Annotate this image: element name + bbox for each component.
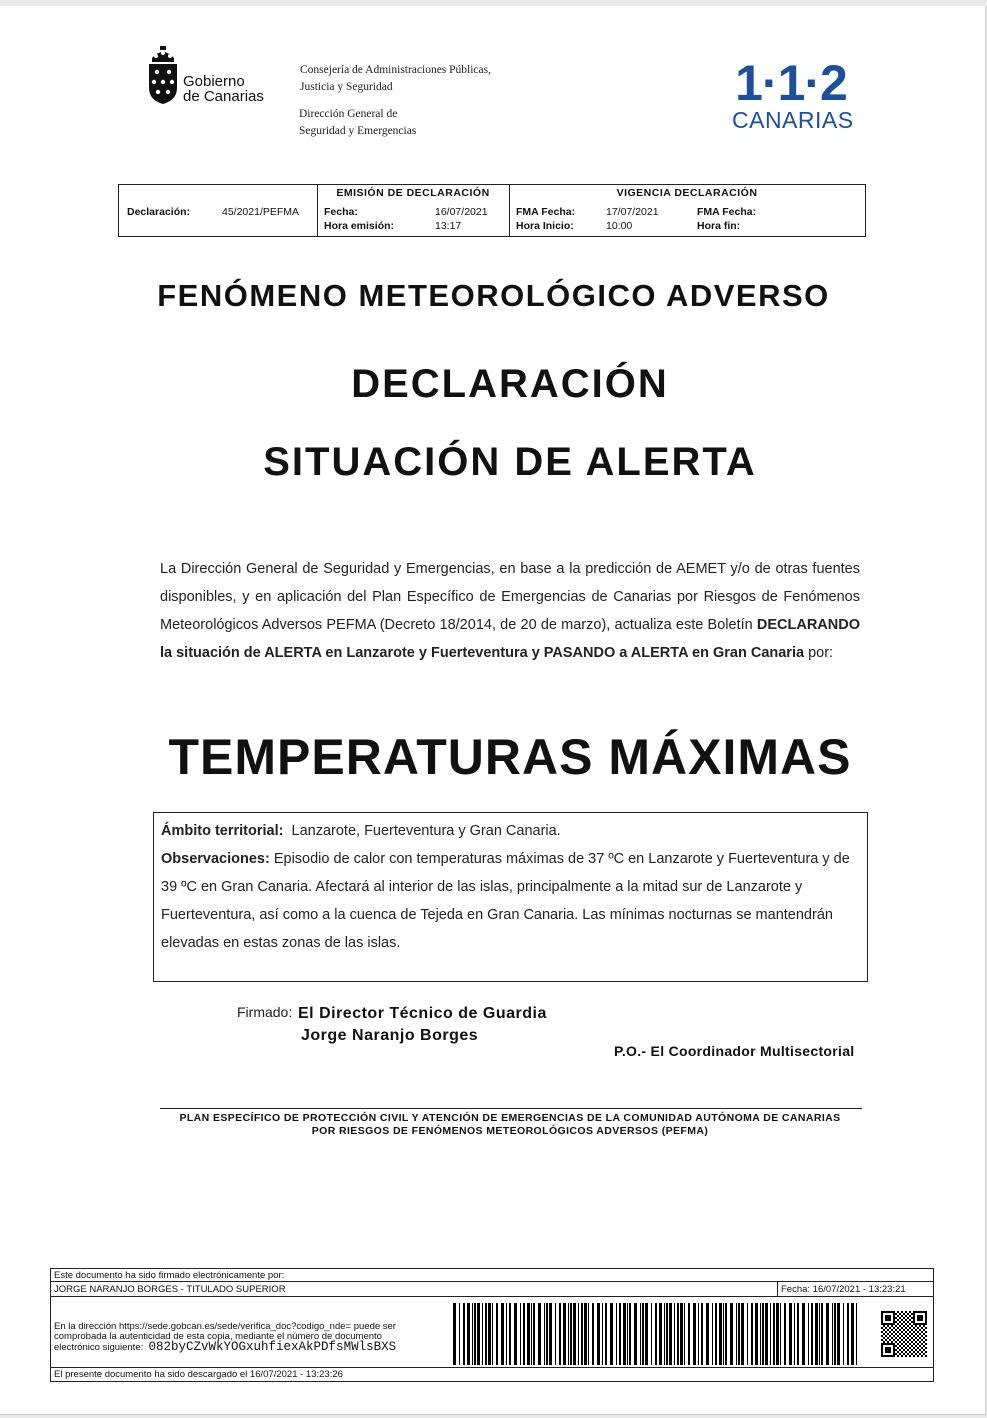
gobierno-logo-text: Gobierno de Canarias <box>183 73 264 105</box>
barcode-icon <box>453 1303 859 1365</box>
logo-112-canarias: 1·1·2 CANARIAS <box>732 55 854 133</box>
fma-fecha-value: 17/07/2021 <box>606 206 659 218</box>
fma-fecha-fin-label: FMA Fecha: <box>697 206 757 218</box>
plan-divider <box>160 1108 862 1109</box>
title-fenomeno: FENÓMENO METEOROLÓGICO ADVERSO <box>157 278 830 313</box>
fecha-label: Fecha: <box>324 206 358 218</box>
emision-cell <box>317 185 510 236</box>
vigencia-cell <box>509 185 865 236</box>
observaciones-value: Episodio de calor con temperaturas máximas de 37 ºC en Lanzarote y Fuerteventura y de 39 ºC en Gran Canaria. Afectará al interior de las islas, principalmente a la mitad sur de Lanzarote y Fuerteventura, así como a la cuenca de Tejeda en Gran Canaria. Las mínimas nocturnas se mantendrán elevadas en estas zonas de las islas. <box>161 851 850 951</box>
hora-inicio-label: Hora Inicio: <box>516 220 574 232</box>
signer-role: El Director Técnico de Guardia <box>298 1005 547 1022</box>
declaration-number-cell <box>119 185 318 236</box>
declaracion-value: 45/2021/PEFMA <box>222 206 300 218</box>
hora-fin-label: Hora fin: <box>697 220 741 232</box>
observaciones-label: Observaciones: <box>161 851 270 867</box>
signed-by-label: Este documento ha sido firmado electrónicamente por: <box>54 1270 285 1281</box>
hora-emision-value: 13:17 <box>435 220 462 232</box>
declaracion-label: Declaración: <box>127 206 191 218</box>
intro-tail: por: <box>804 645 834 661</box>
po-coordinador: P.O.- El Coordinador Multisectorial <box>614 1043 855 1059</box>
hora-emision-label: Hora emisión: <box>324 220 395 232</box>
direccion-general-text: Dirección General de Seguridad y Emergencias <box>299 108 417 137</box>
document-code: 082byCZvWkYOGxuhfiexAkPDfsMWlsBXS <box>148 1340 397 1354</box>
document-page <box>0 6 986 1415</box>
signer-line: JORGE NARANJO BORGES - TITULADO SUPERIOR <box>54 1284 286 1295</box>
ambito-row <box>161 817 857 845</box>
details-box <box>153 812 868 982</box>
title-declaracion: DECLARACIÓN <box>351 362 669 406</box>
ambito-value: Lanzarote, Fuerteventura y Gran Canaria. <box>291 823 561 839</box>
downloaded-line: El presente documento ha sido descargado el 16/07/2021 - 13:23:26 <box>54 1369 343 1380</box>
signer-name: Jorge Naranjo Borges <box>301 1027 479 1044</box>
qr-code-icon <box>881 1311 927 1357</box>
fma-fecha-label: FMA Fecha: <box>516 206 576 218</box>
fecha-value: 16/07/2021 <box>435 206 488 218</box>
phenomenon-title: TEMPERATURAS MÁXIMAS <box>168 729 852 785</box>
plan-text: PLAN ESPECÍFICO DE PROTECCIÓN CIVIL Y ATENCIÓN DE EMERGENCIAS DE LA COMUNIDAD AUTÓNOMA DE CANARIAS POR RIESGOS DE FENÓMENOS METEOROLÓGICOS ADVERSOS (PEFMA) <box>179 1112 841 1137</box>
hora-inicio-value: 10:00 <box>606 220 633 232</box>
intro-bold-text: DECLARANDO la situación de ALERTA en Lanzarote y Fuerteventura y PASANDO a ALERTA en Gran Canaria <box>160 617 860 661</box>
intro-text: La Dirección General de Seguridad y Emergencias, en base a la predicción de AEMET y/o de otras fuentes disponibles, y en aplicación del Plan Específico de Emergencias de Canarias por Riesgos de Fenómenos Meteorológicos Adversos PEFMA (Decreto 18/2014, de 20 de marzo), actualiza este Boletín <box>160 561 860 633</box>
declaration-box <box>118 184 866 237</box>
firmado-label: Firmado: <box>237 1004 293 1020</box>
ambito-label: Ámbito territorial: <box>161 823 284 839</box>
emision-header: EMISIÓN DE DECLARACIÓN <box>336 187 490 199</box>
coat-of-arms-icon <box>146 44 180 106</box>
signature-date: Fecha: 16/07/2021 - 13:23:21 <box>781 1284 906 1295</box>
vigencia-header: VIGENCIA DECLARACIÓN <box>616 187 758 199</box>
title-situacion-alerta: SITUACIÓN DE ALERTA <box>263 440 757 484</box>
verify-text: En la dirección https://sede.gobcan.es/sede/verifica_doc?codigo_nde= puede ser comprobada la autenticidad de esta copia, mediante el número de documento electrónico siguiente: 082byCZvWkYOGxuhfiexAkPDfsMWlsBXS <box>54 1321 397 1354</box>
consejeria-text: Consejería de Administraciones Públicas, Justicia y Seguridad <box>300 64 491 93</box>
signer-block <box>298 1003 547 1047</box>
electronic-signature-box <box>50 1268 934 1382</box>
observaciones-row <box>161 845 857 957</box>
intro-paragraph <box>160 555 860 667</box>
